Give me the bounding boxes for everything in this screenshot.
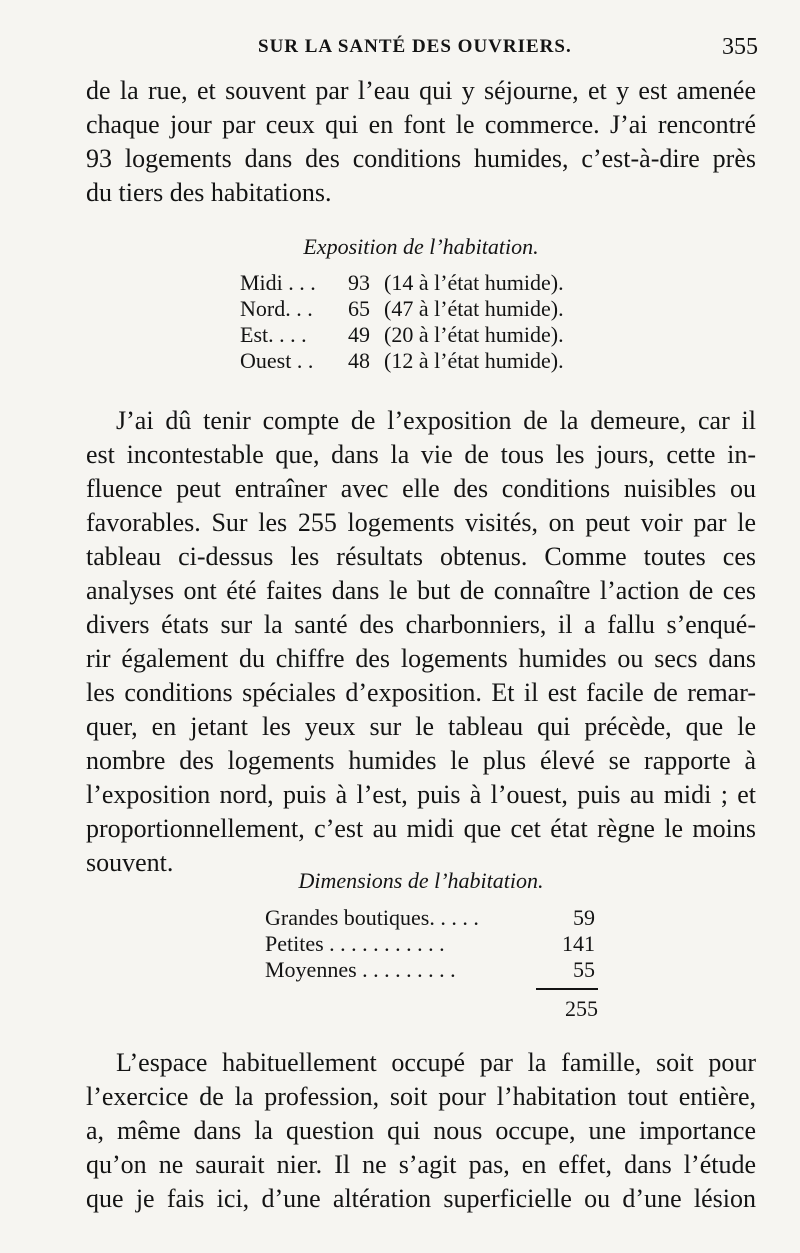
exposition-table	[240, 270, 564, 374]
text-line: L’espace habituellement occupé par la famille, soit pour	[116, 1048, 756, 1077]
text-line: du tiers des habitations.	[86, 178, 332, 207]
table-row	[240, 348, 564, 374]
total-rule	[536, 988, 598, 990]
text-line: de la rue, et souvent par l’eau qui y séjourne, et y est amenée	[86, 76, 756, 105]
text-line: a, même dans la question qui nous occupe, une importance	[86, 1116, 756, 1145]
direction-label: Ouest . .	[240, 348, 314, 373]
text-line: tableau ci-dessus les résultats obtenus. Comme toutes ces	[86, 542, 756, 571]
running-head: SUR LA SANTÉ DES OUVRIERS.	[258, 36, 572, 57]
paragraph-3	[86, 1046, 756, 1216]
paragraph-1	[86, 74, 756, 210]
size-value: 55	[573, 957, 595, 982]
table-row	[265, 905, 595, 931]
dimensions-caption: Dimensions de l’habitation.	[298, 868, 544, 893]
count-value: 65	[348, 296, 370, 321]
humid-note: (20 à l’état humide).	[384, 322, 564, 347]
text-line: les conditions spéciales d’exposition. Et il est facile de remar-	[86, 678, 756, 707]
table-row	[240, 322, 564, 348]
count-value: 49	[348, 322, 370, 347]
text-line: rir également du chiffre des logements humides ou secs dans	[86, 644, 756, 673]
text-line: que je fais ici, d’une altération superficielle ou d’une lésion	[86, 1184, 756, 1213]
text-line: qu’on ne saurait nier. Il ne s’agit pas, en effet, dans l’étude	[86, 1150, 756, 1179]
text-line: souvent.	[86, 848, 174, 877]
text-line: l’exposition nord, puis à l’est, puis à l’ouest, puis au midi ; et	[86, 780, 756, 809]
direction-label: Est. . . .	[240, 322, 307, 347]
text-line: divers états sur la santé des charbonniers, il a fallu s’enqué-	[86, 610, 756, 639]
exposition-caption: Exposition de l’habitation.	[303, 234, 539, 259]
humid-note: (12 à l’état humide).	[384, 348, 564, 373]
direction-label: Midi . . .	[240, 270, 316, 295]
total-value: 255	[565, 996, 598, 1021]
size-value: 59	[573, 905, 595, 930]
page-header	[88, 36, 758, 66]
text-line: proportionnellement, c’est au midi que cet état règne le moins	[86, 814, 756, 843]
table-row	[265, 931, 595, 957]
size-value: 141	[562, 931, 595, 956]
size-label: Petites . . . . . . . . . . .	[265, 931, 445, 956]
text-line: analyses ont été faites dans le but de connaître l’action de ces	[86, 576, 756, 605]
text-line: fluence peut entraîner avec elle des conditions nuisibles ou	[86, 474, 756, 503]
table-row	[265, 957, 595, 983]
text-line: chaque jour par ceux qui en font le commerce. J’ai rencontré	[86, 110, 756, 139]
table-row	[240, 270, 564, 296]
text-line: 93 logements dans des conditions humides, c’est-à-dire près	[86, 144, 756, 173]
text-line: J’ai dû tenir compte de l’exposition de la demeure, car il	[116, 406, 756, 435]
size-label: Moyennes . . . . . . . . .	[265, 957, 456, 982]
text-line: quer, en jetant les yeux sur le tableau qui précède, que le	[86, 712, 756, 741]
size-label: Grandes boutiques. . . . .	[265, 905, 479, 930]
dimensions-table	[265, 905, 595, 983]
direction-label: Nord. . .	[240, 296, 313, 321]
text-line: est incontestable que, dans la vie de tous les jours, cette in-	[86, 440, 756, 469]
text-line: nombre des logements humides le plus élevé se rapporte à	[86, 746, 756, 775]
text-line: l’exercice de la profession, soit pour l’habitation tout entière,	[86, 1082, 756, 1111]
humid-note: (14 à l’état humide).	[384, 270, 564, 295]
text-line: favorables. Sur les 255 logements visités, on peut voir par le	[86, 508, 756, 537]
table-row	[240, 296, 564, 322]
humid-note: (47 à l’état humide).	[384, 296, 564, 321]
page-number: 355	[722, 34, 758, 60]
count-value: 93	[348, 270, 370, 295]
paragraph-2	[86, 404, 756, 880]
count-value: 48	[348, 348, 370, 373]
